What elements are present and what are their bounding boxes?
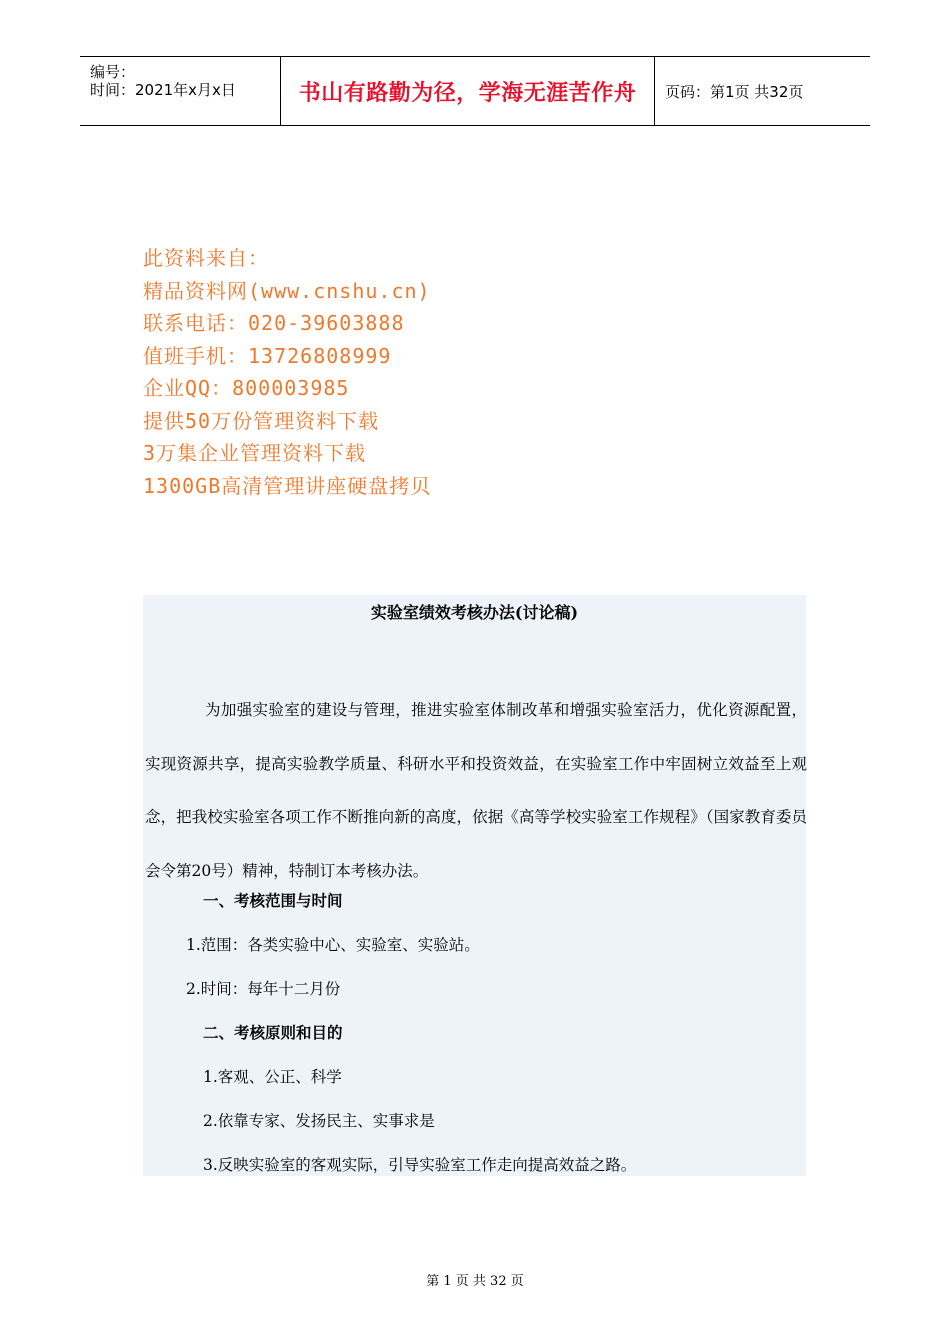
- promo-line: 值班手机：13726808999: [143, 343, 392, 368]
- document-panel: [143, 595, 806, 1176]
- number-label: 编号：: [90, 63, 136, 81]
- section2-item: 1.客观、公正、科学: [203, 1068, 342, 1086]
- page-header: [80, 56, 870, 126]
- promo-line: 此资料来自：: [143, 246, 269, 270]
- section1-item: 1.范围：各类实验中心、实验室、实验站。: [186, 936, 480, 954]
- header-page-cell: [655, 57, 870, 125]
- promo-line: 1300GB高清管理讲座硬盘拷贝: [143, 473, 432, 498]
- intro-paragraph: 为加强实验室的建设与管理，推进实验室体制改革和增强实验室活力，优化资源配置，实现资源共享，提高实验教学质量、科研水平和投资效益，在实验室工作中牢固树立效益至上观念，把我校实验室各项工作不断推向新的高度，依据《高等学校实验室工作规程》（国家教育委员会令第20号）精神，特制订本考核办法。: [145, 701, 807, 880]
- header-meta: [80, 57, 281, 125]
- section2-heading: 二、考核原则和目的: [203, 1023, 343, 1042]
- promo-line: 企业QQ：800003985: [143, 376, 350, 400]
- section1-item: 2.时间：每年十二月份: [186, 980, 341, 998]
- promo-line: 联系电话：020-39603888: [143, 311, 405, 335]
- section2-item: 3.反映实验室的客观实际，引导实验室工作走向提高效益之路。: [203, 1156, 637, 1174]
- promo-line: 精品资料网(www.cnshu.cn): [143, 278, 431, 303]
- motto: 书山有路勤为径，学海无涯苦作舟: [298, 79, 637, 106]
- page-info: 页码：第1页 共32页: [665, 82, 804, 101]
- date-label: 时间：2021年x月x日: [90, 81, 236, 99]
- document-title: 实验室绩效考核办法(讨论稿): [370, 603, 579, 622]
- promo-line: 提供50万份管理资料下载: [143, 408, 380, 433]
- header-motto-cell: [281, 57, 655, 125]
- section2-item: 2.依靠专家、发扬民主、实事求是: [203, 1112, 435, 1130]
- section1-heading: 一、考核范围与时间: [203, 891, 343, 910]
- promo-line: 3万集企业管理资料下载: [143, 441, 367, 465]
- page-footer: 第 1 页 共 32 页: [426, 1274, 524, 1289]
- promo-block: [143, 242, 431, 502]
